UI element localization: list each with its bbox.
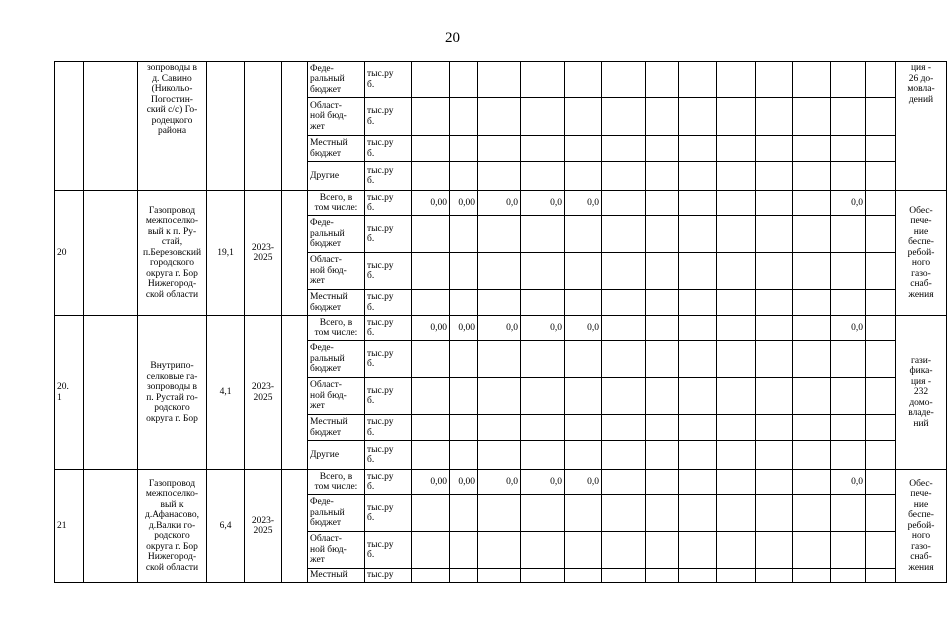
funding-source: Всего, в том числе: — [308, 470, 365, 495]
unit: тыс.ру б. — [365, 341, 412, 378]
unit: тыс.ру б. — [365, 62, 412, 98]
funding-source: Област- ной бюд- жет — [308, 98, 365, 136]
funding-source: Другие — [308, 441, 365, 470]
funding-source: Област- ной бюд- жет — [308, 378, 365, 415]
value-cell: 0,0 — [565, 191, 602, 216]
unit: тыс.ру б. — [365, 98, 412, 136]
pipeline-length: 6,4 — [207, 470, 245, 583]
funding-source: Местный бюджет — [308, 415, 365, 441]
cell-empty — [282, 62, 308, 191]
unit: тыс.ру б. — [365, 253, 412, 290]
row-number: 21 — [55, 470, 84, 583]
row-number: 20. 1 — [55, 316, 84, 470]
unit: тыс.ру б. — [365, 136, 412, 162]
funding-source: Местный бюджет — [308, 290, 365, 316]
funding-source: Всего, в том числе: — [308, 316, 365, 341]
period: 2023- 2025 — [245, 191, 282, 316]
funding-source: Област- ной бюд- жет — [308, 532, 365, 569]
unit: тыс.ру б. — [365, 495, 412, 532]
value-cell: 0,0 — [478, 191, 521, 216]
funding-source: Област- ной бюд- жет — [308, 253, 365, 290]
expected-result: ция - 26 до- мовла- дений — [896, 62, 947, 191]
expected-result: Обес- пече- ние беспе- ребой- ного газо- снаб- жения — [896, 470, 947, 583]
value-cell: 0,0 — [831, 316, 866, 341]
value-cell: 0,00 — [450, 191, 478, 216]
value-cell: 0,0 — [831, 191, 866, 216]
cell-empty — [282, 191, 308, 316]
cell-empty — [84, 470, 138, 583]
value-cell: 0,00 — [412, 191, 450, 216]
expected-result: Обес- пече- ние беспе- ребой- ного газо- снаб- жения — [896, 191, 947, 316]
table-row — [55, 470, 947, 495]
unit: тыс.ру б. — [365, 470, 412, 495]
period: 2023- 2025 — [245, 316, 282, 470]
funding-source: Всего, в том числе: — [308, 191, 365, 216]
pipeline-length: 4,1 — [207, 316, 245, 470]
funding-source: Другие — [308, 162, 365, 191]
period: 2023- 2025 — [245, 470, 282, 583]
cell-length — [207, 62, 245, 191]
unit: тыс.ру б. — [365, 441, 412, 470]
table-row — [55, 62, 947, 98]
value-cell: 0,00 — [450, 316, 478, 341]
unit: тыс.ру — [365, 569, 412, 583]
cell-empty — [282, 470, 308, 583]
funding-source: Феде- ральный бюджет — [308, 341, 365, 378]
unit: тыс.ру б. — [365, 290, 412, 316]
cell-years — [245, 62, 282, 191]
cell-empty — [84, 62, 138, 191]
value-cell: 0,00 — [450, 470, 478, 495]
page-number: 20 — [445, 30, 460, 46]
value-cell: 0,0 — [831, 470, 866, 495]
funding-source: Феде- ральный бюджет — [308, 62, 365, 98]
value-cell: 0,0 — [478, 470, 521, 495]
unit: тыс.ру б. — [365, 191, 412, 216]
funding-source: Феде- ральный бюджет — [308, 495, 365, 532]
program-table — [54, 61, 947, 583]
value-cell: 0,0 — [521, 191, 565, 216]
value-cell: 0,0 — [521, 470, 565, 495]
unit: тыс.ру б. — [365, 378, 412, 415]
row-number: 20 — [55, 191, 84, 316]
cell-no — [55, 62, 84, 191]
object-name: Газопровод межпоселко- вый к п. Ру- стай, п.Березовский городского округа г. Бор Нижегород- ской области — [138, 191, 207, 316]
unit: тыс.ру б. — [365, 216, 412, 253]
object-name: Внутрипо- селковые га- зопроводы в п. Рустай го- родского округа г. Бор — [138, 316, 207, 470]
expected-result: гази- фика- ция - 232 домо- владе- ний — [896, 316, 947, 470]
value-cell: 0,00 — [412, 316, 450, 341]
table-row — [55, 316, 947, 341]
pipeline-length: 19,1 — [207, 191, 245, 316]
unit: тыс.ру б. — [365, 162, 412, 191]
value-cell: 0,0 — [478, 316, 521, 341]
cell-empty — [84, 316, 138, 470]
object-name: Газопровод межпоселко- вый к д.Афанасово, д.Валки го- родского округа г. Бор Нижегород- ской области — [138, 470, 207, 583]
unit: тыс.ру б. — [365, 316, 412, 341]
table-row — [55, 191, 947, 216]
funding-source: Местный — [308, 569, 365, 583]
unit: тыс.ру б. — [365, 532, 412, 569]
object-name: зопроводы в д. Савино (Никольо- Погостин- ский с/с) Го- родецкого района — [138, 62, 207, 191]
value-cell: 0,00 — [412, 470, 450, 495]
value-cell: 0,0 — [565, 470, 602, 495]
funding-source: Феде- ральный бюджет — [308, 216, 365, 253]
funding-source: Местный бюджет — [308, 136, 365, 162]
value-cell: 0,0 — [565, 316, 602, 341]
value-cell: 0,0 — [521, 316, 565, 341]
cell-empty — [84, 191, 138, 316]
unit: тыс.ру б. — [365, 415, 412, 441]
cell-empty — [282, 316, 308, 470]
